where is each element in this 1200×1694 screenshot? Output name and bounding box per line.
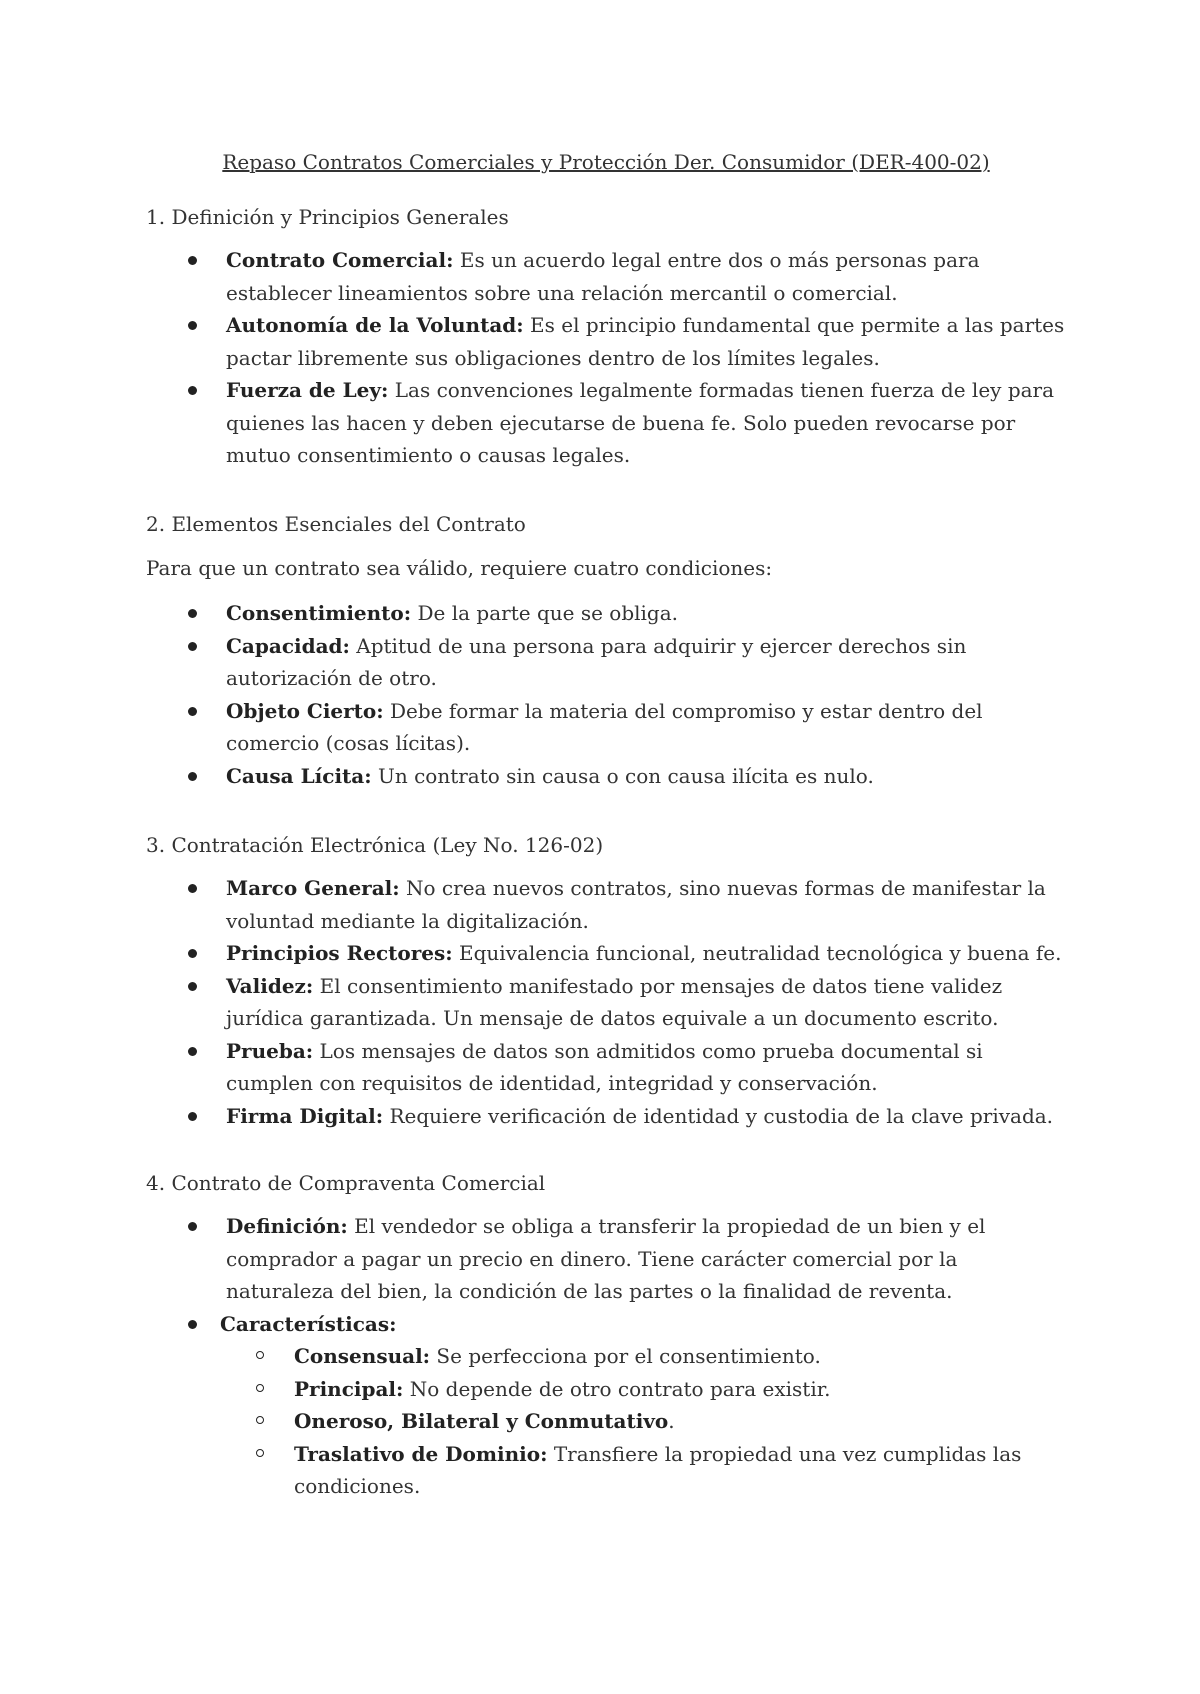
list-item <box>146 630 1066 695</box>
item-text: Es el principio fundamental que permite a las partes pactar libremente sus obligaciones dentro de los límites legales. <box>226 313 1065 370</box>
sub-list-item <box>220 1373 1066 1406</box>
bullet-icon <box>188 1320 197 1329</box>
item-term: Validez: <box>226 973 314 998</box>
list-item <box>146 970 1066 1035</box>
hollow-bullet-icon <box>256 1384 264 1392</box>
list-item <box>146 937 1066 970</box>
item-term: Prueba: <box>226 1038 314 1063</box>
section-4-list <box>146 1210 1066 1503</box>
item-term: Consensual: <box>294 1344 431 1368</box>
item-term: Firma Digital: <box>226 1103 384 1128</box>
bullet-icon <box>188 386 197 395</box>
list-item <box>146 1308 1066 1503</box>
bullet-icon <box>188 884 197 893</box>
item-term: Consentimiento: <box>226 601 412 625</box>
list-item <box>146 244 1066 309</box>
item-text: Transfiere la propiedad una vez cumplidas las condiciones. <box>294 1441 1022 1498</box>
item-text: Debe formar la materia del compromiso y estar dentro del comercio (cosas lícitas). <box>226 698 983 755</box>
characteristics-sublist <box>220 1340 1066 1503</box>
item-term: Fuerza de Ley: <box>226 378 389 402</box>
sub-list-item <box>220 1438 1066 1503</box>
section-heading-1: 1. Definición y Principios Generales <box>146 205 509 229</box>
sub-list-item <box>220 1340 1066 1373</box>
section-heading-3: 3. Contratación Electrónica (Ley No. 126-02) <box>146 833 604 857</box>
list-item <box>146 872 1066 937</box>
item-term: Marco General: <box>226 876 400 900</box>
bullet-icon <box>188 949 197 958</box>
bullet-icon <box>188 982 197 991</box>
item-term: Traslativo de Dominio: <box>294 1441 548 1466</box>
bullet-icon <box>188 1222 197 1231</box>
item-text: No depende de otro contrato para existir. <box>403 1376 831 1401</box>
item-term: Autonomía de la Voluntad: <box>226 313 524 337</box>
item-text: Es un acuerdo legal entre dos o más personas para establecer lineamientos sobre una relación mercantil o comercial. <box>226 248 980 305</box>
item-text: El vendedor se obliga a transferir la propiedad de un bien y el comprador a pagar un precio en dinero. Tiene carácter comercial por la naturaleza del bien, la condición de las partes o la finalidad de reventa. <box>226 1214 986 1303</box>
item-text: Los mensajes de datos son admitidos como prueba documental si cumplen con requisitos de identidad, integridad y conservación. <box>226 1038 983 1095</box>
item-text: No crea nuevos contratos, sino nuevas formas de manifestar la voluntad mediante la digitalización. <box>226 876 1046 933</box>
item-text: De la parte que se obliga. <box>411 601 678 625</box>
item-term: Oneroso, Bilateral y Conmutativo <box>294 1409 669 1433</box>
list-item <box>146 597 1066 630</box>
bullet-icon <box>188 1047 197 1056</box>
section-heading-4: 4. Contrato de Compraventa Comercial <box>146 1171 546 1195</box>
bullet-icon <box>188 256 197 265</box>
bullet-icon <box>188 1112 197 1121</box>
item-text: Aptitud de una persona para adquirir y ejercer derechos sin autorización de otro. <box>226 633 967 690</box>
item-term: Características: <box>220 1311 397 1336</box>
item-text: Requiere verificación de identidad y custodia de la clave privada. <box>383 1103 1054 1128</box>
item-text: El consentimiento manifestado por mensajes de datos tiene validez jurídica garantizada. Un mensaje de datos equivale a un documento escrito. <box>226 973 1003 1030</box>
list-item <box>146 1100 1066 1133</box>
list-item <box>146 1035 1066 1100</box>
bullet-icon <box>188 772 197 781</box>
list-item <box>146 309 1066 374</box>
hollow-bullet-icon <box>256 1449 264 1457</box>
list-item <box>146 760 1066 793</box>
section-1-list <box>146 244 1066 472</box>
item-term: Capacidad: <box>226 633 350 658</box>
section-3-list <box>146 872 1066 1132</box>
list-item <box>146 374 1066 472</box>
bullet-icon <box>188 321 197 330</box>
sub-list-item <box>220 1405 1066 1438</box>
hollow-bullet-icon <box>256 1416 264 1424</box>
section-2-list <box>146 597 1066 792</box>
section-2-intro: Para que un contrato sea válido, requiere cuatro condiciones: <box>146 556 773 580</box>
item-term: Causa Lícita: <box>226 763 372 788</box>
item-text: Equivalencia funcional, neutralidad tecnológica y buena fe. <box>452 941 1062 965</box>
item-term: Definición: <box>226 1214 348 1238</box>
item-term: Principal: <box>294 1376 404 1401</box>
item-term: Principios Rectores: <box>226 941 453 965</box>
item-text: Las convenciones legalmente formadas tienen fuerza de ley para quienes las hacen y deben ejecutarse de buena fe. Solo pueden revocarse por mutuo consentimiento o causas legales. <box>226 378 1055 467</box>
list-item <box>146 695 1066 760</box>
document-title: Repaso Contratos Comerciales y Protección Der. Consumidor (DER-400-02) <box>222 150 990 174</box>
bullet-icon <box>188 642 197 651</box>
item-text: . <box>668 1409 675 1433</box>
section-heading-2: 2. Elementos Esenciales del Contrato <box>146 512 526 536</box>
item-term: Contrato Comercial: <box>226 248 454 272</box>
list-item <box>146 1210 1066 1308</box>
bullet-icon <box>188 609 197 618</box>
hollow-bullet-icon <box>256 1351 264 1359</box>
item-text: Un contrato sin causa o con causa ilícita es nulo. <box>371 763 874 788</box>
item-term: Objeto Cierto: <box>226 698 384 723</box>
item-text: Se perfecciona por el consentimiento. <box>430 1344 821 1368</box>
bullet-icon <box>188 707 197 716</box>
